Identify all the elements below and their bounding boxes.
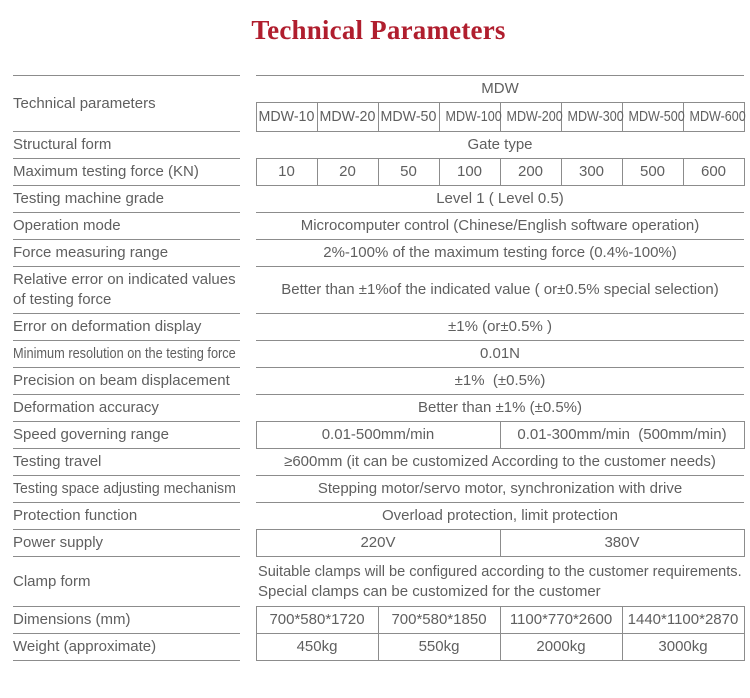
text-line <box>379 107 439 127</box>
cell-text: Error on deformation display <box>13 318 202 335</box>
text-line <box>13 162 240 182</box>
text-line <box>13 135 240 155</box>
model-header-cell <box>439 103 500 132</box>
param-label-cell <box>13 186 240 213</box>
param-value-cell <box>256 132 744 159</box>
cell-text: Maximum testing force (KN) <box>13 163 199 180</box>
cell-text: 20 <box>339 163 356 180</box>
cell-text: MDW-20 <box>319 108 376 125</box>
column-gap <box>240 240 256 267</box>
cell-text: ±1% (or±0.5% ) <box>448 318 552 335</box>
cell-text: 0.01-300mm/min (500mm/min) <box>517 426 727 443</box>
param-label-cell <box>13 634 240 661</box>
cell-text: Level 1 ( Level 0.5) <box>436 190 564 207</box>
cell-text: Relative error on indicated values <box>13 271 236 288</box>
text-line <box>256 189 744 209</box>
param-label-cell <box>13 557 240 607</box>
cell-text: MDW-600 <box>689 108 746 125</box>
text-line <box>440 162 500 182</box>
cell-text: 3000kg <box>658 638 708 655</box>
param-value-cell <box>378 159 439 186</box>
param-value-cell <box>500 634 622 661</box>
cell-text: Overload protection, limit protection <box>382 507 618 524</box>
text-line <box>501 425 744 445</box>
cell-text: Suitable clamps will be configured according to the customer requirements. <box>258 562 742 580</box>
param-value-cell <box>256 503 744 530</box>
param-label-cell <box>13 132 240 159</box>
param-label-cell <box>13 449 240 476</box>
param-row <box>13 422 744 449</box>
param-value-cell <box>622 634 744 661</box>
cell-text: 0.01-500mm/min <box>321 426 435 443</box>
cell-text: 1100*770*2600 <box>509 611 613 628</box>
text-line <box>13 637 240 657</box>
cell-text: 2%-100% of the maximum testing force (0.4%-100%) <box>323 244 677 261</box>
param-value-cell <box>256 395 744 422</box>
text-line <box>13 317 240 337</box>
cell-text: MDW-500 <box>628 108 685 125</box>
text-line <box>501 637 622 657</box>
text-line <box>623 637 744 657</box>
text-line <box>256 479 744 499</box>
spec-table <box>13 75 745 661</box>
cell-text: 450kg <box>296 638 338 655</box>
cell-text: Better than ±1% (±0.5%) <box>417 399 583 416</box>
cell-text: ≥600mm (it can be customized According to the customer needs) <box>284 453 716 470</box>
column-gap <box>240 557 256 607</box>
param-value-cell <box>256 634 378 661</box>
param-value-cell <box>256 530 500 557</box>
cell-text: 2000kg <box>536 638 586 655</box>
param-row <box>13 368 744 395</box>
text-line <box>562 162 622 182</box>
text-line <box>501 107 561 127</box>
model-header-cell <box>378 103 439 132</box>
text-line <box>257 533 500 553</box>
param-row <box>13 314 744 341</box>
text-line <box>13 371 240 391</box>
column-gap <box>240 449 256 476</box>
text-line <box>13 243 240 263</box>
text-line <box>256 452 744 472</box>
text-line <box>13 270 240 290</box>
param-row <box>13 395 744 422</box>
param-value-cell <box>256 314 744 341</box>
param-value-cell <box>256 267 744 314</box>
column-gap <box>240 634 256 661</box>
text-line <box>684 162 744 182</box>
column-gap <box>240 503 256 530</box>
text-line <box>256 562 744 582</box>
column-gap <box>240 422 256 449</box>
text-line <box>379 610 500 630</box>
text-line <box>13 479 240 499</box>
text-line <box>318 162 378 182</box>
param-row <box>13 634 744 661</box>
column-gap <box>240 607 256 634</box>
model-header-cell <box>561 103 622 132</box>
param-label-cell <box>13 159 240 186</box>
param-value-cell <box>317 159 378 186</box>
cell-text: Precision on beam displacement <box>13 372 230 389</box>
text-line <box>501 162 561 182</box>
param-row <box>13 267 744 314</box>
column-gap <box>240 267 256 314</box>
param-label-cell <box>13 368 240 395</box>
param-label-cell <box>13 422 240 449</box>
cell-text: Power supply <box>13 534 104 551</box>
param-value-cell <box>500 607 622 634</box>
param-value-cell <box>256 368 744 395</box>
param-label-cell <box>13 530 240 557</box>
text-line <box>256 317 744 337</box>
text-line <box>501 533 744 553</box>
text-line <box>13 572 240 592</box>
cell-text: Testing machine grade <box>13 190 164 207</box>
param-value-cell <box>256 607 378 634</box>
cell-text: 300 <box>578 163 605 180</box>
cell-text: 700*580*1850 <box>391 611 487 628</box>
text-line <box>256 135 744 155</box>
text-line <box>256 506 744 526</box>
column-gap <box>240 159 256 186</box>
cell-text: Stepping motor/servo motor, synchronization with drive <box>317 480 683 497</box>
cell-text: ±1% (±0.5%) <box>454 372 546 389</box>
column-gap <box>240 395 256 422</box>
param-label-cell <box>13 341 240 368</box>
param-label-cell <box>13 267 240 314</box>
column-gap <box>240 341 256 368</box>
param-value-cell <box>256 159 317 186</box>
cell-text: Deformation accuracy <box>13 399 159 416</box>
text-line <box>256 79 744 99</box>
param-row <box>13 186 744 213</box>
series-header-row <box>13 76 744 103</box>
cell-text: of testing force <box>13 291 112 308</box>
text-line <box>256 344 744 364</box>
param-label-cell <box>13 476 240 503</box>
param-value-cell <box>256 449 744 476</box>
param-value-cell <box>256 422 500 449</box>
text-line <box>623 610 744 630</box>
cell-text: Technical parameters <box>13 94 156 112</box>
param-value-cell <box>683 159 744 186</box>
text-line <box>440 107 500 127</box>
cell-text: 200 <box>517 163 544 180</box>
cell-text: Structural form <box>13 136 112 153</box>
param-value-cell <box>256 240 744 267</box>
series-header-cell <box>256 76 744 103</box>
cell-text: 50 <box>400 163 417 180</box>
cell-text: 500 <box>639 163 666 180</box>
text-line <box>13 506 240 526</box>
cell-text: MDW-300 <box>567 108 624 125</box>
cell-text: 100 <box>456 163 483 180</box>
page-title: Technical Parameters <box>251 15 506 45</box>
text-line <box>256 398 744 418</box>
text-line <box>13 398 240 418</box>
column-gap <box>240 186 256 213</box>
cell-text: 1440*1100*2870 <box>627 611 739 628</box>
text-line <box>13 344 240 364</box>
param-row <box>13 476 744 503</box>
param-label-cell <box>13 314 240 341</box>
text-line <box>13 610 240 630</box>
text-line <box>13 94 240 114</box>
text-line <box>379 637 500 657</box>
cell-text: 550kg <box>418 638 460 655</box>
text-line <box>379 162 439 182</box>
param-row <box>13 341 744 368</box>
column-gap <box>240 368 256 395</box>
text-line <box>256 371 744 391</box>
text-line <box>501 610 622 630</box>
text-line <box>13 189 240 209</box>
text-line <box>623 162 683 182</box>
cell-text: Operation mode <box>13 217 121 234</box>
model-header-cell <box>500 103 561 132</box>
cell-text: MDW-50 <box>380 108 437 125</box>
cell-text: 220V <box>360 534 396 551</box>
param-label-cell <box>13 240 240 267</box>
cell-text: 700*580*1720 <box>269 611 365 628</box>
text-line <box>256 216 744 236</box>
model-header-cell <box>683 103 744 132</box>
column-gap <box>240 530 256 557</box>
param-row <box>13 213 744 240</box>
text-line <box>256 582 744 602</box>
column-gap <box>240 476 256 503</box>
text-line <box>13 290 240 310</box>
param-row <box>13 159 744 186</box>
param-value-cell <box>500 422 744 449</box>
column-gap <box>240 213 256 240</box>
cell-text: Microcomputer control (Chinese/English software operation) <box>300 217 700 234</box>
cell-text: Testing space adjusting mechanism <box>13 480 236 497</box>
text-line <box>257 637 378 657</box>
text-line <box>318 107 378 127</box>
param-value-cell <box>561 159 622 186</box>
cell-text: MDW-200 <box>506 108 563 125</box>
param-value-cell <box>256 557 744 607</box>
cell-text: Gate type <box>467 136 533 153</box>
text-line <box>257 425 500 445</box>
model-header-cell <box>256 103 317 132</box>
column-gap <box>240 76 256 132</box>
param-row <box>13 449 744 476</box>
cell-text: 380V <box>604 534 640 551</box>
param-value-cell <box>256 476 744 503</box>
text-line <box>13 216 240 236</box>
param-value-cell <box>256 186 744 213</box>
cell-text: Protection function <box>13 507 138 524</box>
text-line <box>257 610 378 630</box>
cell-text: Weight (approximate) <box>13 638 157 655</box>
param-value-cell <box>378 634 500 661</box>
model-header-cell <box>622 103 683 132</box>
param-value-cell <box>622 159 683 186</box>
param-row <box>13 503 744 530</box>
cell-text: Dimensions (mm) <box>13 611 131 628</box>
text-line <box>13 425 240 445</box>
cell-text: MDW <box>481 80 519 97</box>
param-value-cell <box>439 159 500 186</box>
cell-text: 10 <box>278 163 295 180</box>
param-label-cell <box>13 503 240 530</box>
text-line <box>13 533 240 553</box>
cell-text: 600 <box>700 163 727 180</box>
text-line <box>256 243 744 263</box>
cell-text: Better than ±1%of the indicated value ( or±0.5% special selection) <box>281 281 719 298</box>
param-label-cell <box>13 395 240 422</box>
param-value-cell <box>378 607 500 634</box>
param-value-cell <box>500 530 744 557</box>
param-row <box>13 240 744 267</box>
param-label-cell <box>13 213 240 240</box>
cell-text: Speed governing range <box>13 426 169 443</box>
text-line <box>257 107 317 127</box>
param-value-cell <box>500 159 561 186</box>
cell-text: Minimum resolution on the testing force <box>13 345 236 362</box>
param-value-cell <box>256 341 744 368</box>
text-line <box>562 107 622 127</box>
column-gap <box>240 314 256 341</box>
cell-text: Clamp form <box>13 572 91 590</box>
cell-text: Force measuring range <box>13 244 169 261</box>
corner-label-cell <box>13 76 240 132</box>
column-gap <box>240 132 256 159</box>
param-value-cell <box>622 607 744 634</box>
text-line <box>623 107 683 127</box>
param-row <box>13 557 744 607</box>
param-row <box>13 607 744 634</box>
param-label-cell <box>13 607 240 634</box>
param-value-cell <box>256 213 744 240</box>
cell-text: MDW-10 <box>258 108 315 125</box>
cell-text: MDW-100 <box>445 108 502 125</box>
model-header-cell <box>317 103 378 132</box>
text-line <box>13 452 240 472</box>
cell-text: 0.01N <box>479 345 521 362</box>
param-row <box>13 530 744 557</box>
text-line <box>257 162 317 182</box>
cell-text: Testing travel <box>13 453 102 470</box>
text-line <box>684 107 744 127</box>
param-row <box>13 132 744 159</box>
text-line <box>256 280 744 300</box>
cell-text: Special clamps can be customized for the customer <box>258 582 601 600</box>
